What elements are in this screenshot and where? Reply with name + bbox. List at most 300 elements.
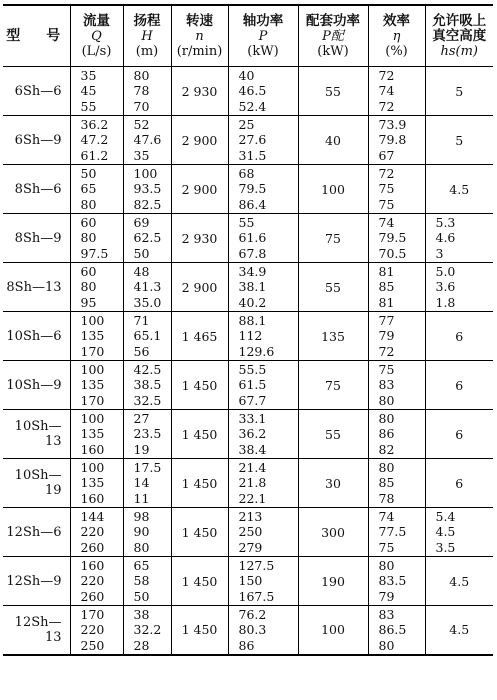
- cell-suction: [425, 263, 493, 312]
- cell-rated-power: 135: [298, 312, 368, 361]
- cell-flow-value: 135: [80, 475, 105, 491]
- cell-suction-value: 5: [455, 132, 464, 148]
- cell-flow-value: 60: [80, 263, 97, 279]
- cell-flow-value: 65: [80, 181, 97, 197]
- cell-efficiency: [368, 67, 425, 116]
- cell-model: 6Sh—6: [3, 67, 70, 116]
- cell-model: 8Sh—6: [3, 165, 70, 214]
- cell-speed: 2 930: [171, 67, 228, 116]
- cell-head-value: 19: [133, 441, 150, 457]
- cell-speed: 1 450: [171, 459, 228, 508]
- cell-speed: 1 450: [171, 508, 228, 557]
- cell-efficiency-value: 70.5: [378, 245, 407, 261]
- cell-suction-value: 5: [455, 83, 464, 99]
- cell-efficiency-value: 81: [378, 294, 395, 310]
- cell-flow-value: 250: [80, 637, 105, 653]
- cell-shaft-power-value: 213: [238, 508, 263, 524]
- cell-shaft-power-value: 88.1: [238, 312, 267, 328]
- cell-flow-value: 61.2: [80, 147, 109, 163]
- cell-speed: 2 900: [171, 165, 228, 214]
- cell-head: [123, 459, 171, 508]
- cell-head-value: 35: [133, 147, 150, 163]
- cell-shaft-power-value: 67.7: [238, 392, 267, 408]
- table-row: [3, 263, 493, 312]
- cell-shaft-power-value: 46.5: [238, 83, 267, 99]
- cell-efficiency-value: 80: [378, 410, 395, 426]
- cell-shaft-power: [228, 67, 298, 116]
- cell-flow: [70, 459, 123, 508]
- cell-suction-value: 1.8: [435, 294, 456, 310]
- cell-head-value: 50: [133, 245, 150, 261]
- table-body: [3, 67, 493, 655]
- cell-head-value: 69: [133, 214, 150, 230]
- cell-head-value: 90: [133, 524, 150, 540]
- cell-flow-value: 144: [80, 508, 105, 524]
- cell-shaft-power-value: 76.2: [238, 606, 267, 622]
- cell-efficiency-value: 80: [378, 637, 395, 653]
- cell-efficiency-value: 86.5: [378, 622, 407, 637]
- cell-efficiency: [368, 606, 425, 655]
- cell-head-value: 38: [133, 606, 150, 622]
- cell-rated-power: 300: [298, 508, 368, 557]
- cell-shaft-power-value: 38.1: [238, 279, 267, 295]
- cell-shaft-power-value: 68: [238, 165, 255, 181]
- cell-efficiency-value: 74: [378, 508, 395, 524]
- cell-shaft-power-value: 61.5: [238, 377, 267, 393]
- cell-rated-power: 55: [298, 67, 368, 116]
- cell-model: 8Sh—13: [3, 263, 70, 312]
- cell-suction: [425, 312, 493, 361]
- cell-shaft-power-value: 167.5: [238, 588, 275, 604]
- cell-head: [123, 606, 171, 655]
- cell-speed: 1 450: [171, 410, 228, 459]
- cell-efficiency: [368, 361, 425, 410]
- cell-head: [123, 410, 171, 459]
- cell-flow-value: 60: [80, 214, 97, 230]
- header-efficiency-symbol: η: [392, 28, 401, 44]
- cell-flow-value: 55: [80, 98, 97, 114]
- cell-efficiency-value: 75: [378, 539, 395, 555]
- cell-shaft-power: [228, 361, 298, 410]
- cell-speed: 1 450: [171, 361, 228, 410]
- cell-speed: 2 900: [171, 116, 228, 165]
- cell-speed: 1 450: [171, 557, 228, 606]
- cell-flow: [70, 312, 123, 361]
- cell-suction: [425, 67, 493, 116]
- cell-head-value: 62.5: [133, 230, 162, 246]
- cell-suction: [425, 214, 493, 263]
- cell-efficiency-value: 73.9: [378, 116, 407, 132]
- table-row: [3, 67, 493, 116]
- cell-efficiency: [368, 165, 425, 214]
- cell-suction-value: 3.5: [435, 539, 456, 555]
- header-rated-power: [298, 5, 368, 67]
- cell-model: 12Sh—9: [3, 557, 70, 606]
- cell-shaft-power-value: 31.5: [238, 147, 267, 163]
- cell-model: 8Sh—9: [3, 214, 70, 263]
- header-efficiency-unit: (%): [385, 43, 408, 59]
- cell-efficiency: [368, 116, 425, 165]
- cell-suction: [425, 410, 493, 459]
- cell-head-value: 78: [133, 83, 150, 99]
- cell-head: [123, 116, 171, 165]
- header-suction: [425, 5, 493, 67]
- cell-flow-value: 50: [80, 165, 97, 181]
- cell-head-value: 82.5: [133, 196, 162, 212]
- cell-efficiency: [368, 214, 425, 263]
- header-head-unit: (m): [135, 43, 159, 59]
- cell-shaft-power-value: 55: [238, 214, 255, 230]
- cell-model: 10Sh—19: [3, 459, 70, 508]
- cell-head: [123, 508, 171, 557]
- cell-suction: [425, 459, 493, 508]
- cell-efficiency-value: 79.8: [378, 132, 407, 148]
- header-suction-unit: hs(m): [440, 43, 478, 59]
- header-speed-name: 转速: [186, 12, 213, 29]
- cell-shaft-power-value: 36.2: [238, 426, 267, 442]
- header-shaft-power: [228, 5, 298, 67]
- cell-shaft-power-value: 21.4: [238, 459, 267, 475]
- cell-flow-value: 36.2: [80, 116, 109, 132]
- cell-head-value: 17.5: [133, 459, 162, 475]
- cell-head: [123, 165, 171, 214]
- cell-shaft-power-value: 40: [238, 67, 255, 83]
- cell-rated-power: 55: [298, 410, 368, 459]
- cell-head-value: 80: [133, 539, 150, 555]
- header-rated-power-unit: (kW): [317, 43, 349, 59]
- cell-shaft-power: [228, 214, 298, 263]
- header-row: [3, 5, 493, 67]
- cell-efficiency: [368, 263, 425, 312]
- header-flow-name: 流量: [83, 12, 110, 29]
- cell-model: 10Sh—9: [3, 361, 70, 410]
- cell-efficiency-value: 83: [378, 606, 395, 622]
- cell-head-value: 11: [133, 490, 150, 506]
- table-row: [3, 508, 493, 557]
- cell-shaft-power-value: 112: [238, 328, 263, 344]
- cell-head-value: 14: [133, 475, 150, 491]
- cell-suction: [425, 361, 493, 410]
- cell-head-value: 50: [133, 588, 150, 604]
- cell-flow: [70, 606, 123, 655]
- header-flow: [70, 5, 123, 67]
- cell-suction-value: 4.5: [449, 181, 470, 197]
- header-efficiency-name: 效率: [383, 12, 410, 29]
- cell-flow: [70, 508, 123, 557]
- cell-flow-value: 135: [80, 377, 105, 393]
- cell-efficiency: [368, 508, 425, 557]
- cell-suction-value: 4.6: [435, 230, 456, 246]
- cell-efficiency-value: 79.5: [378, 230, 407, 246]
- cell-flow: [70, 557, 123, 606]
- cell-shaft-power-value: 25: [238, 116, 255, 132]
- cell-shaft-power: [228, 459, 298, 508]
- header-model: 型 号: [3, 5, 70, 67]
- cell-shaft-power-value: 21.8: [238, 475, 267, 491]
- cell-shaft-power-value: 34.9: [238, 263, 267, 279]
- cell-flow-value: 100: [80, 459, 105, 475]
- cell-head-value: 23.5: [133, 426, 162, 442]
- header-shaft-power-name: 轴功率: [242, 12, 284, 29]
- cell-shaft-power: [228, 312, 298, 361]
- cell-head-value: 100: [133, 165, 158, 181]
- cell-head: [123, 214, 171, 263]
- cell-head-value: 65: [133, 557, 150, 573]
- cell-head-value: 71: [133, 312, 150, 328]
- cell-efficiency-value: 72: [378, 343, 395, 359]
- cell-flow: [70, 116, 123, 165]
- cell-head-value: 28: [133, 637, 150, 653]
- cell-flow-value: 170: [80, 392, 105, 408]
- table-row: [3, 459, 493, 508]
- table-row: [3, 557, 493, 606]
- cell-shaft-power-value: 86.4: [238, 196, 267, 212]
- cell-suction-value: 5.0: [435, 263, 456, 279]
- cell-flow-value: 260: [80, 588, 105, 604]
- cell-efficiency-value: 83: [378, 377, 395, 393]
- cell-rated-power: 75: [298, 214, 368, 263]
- cell-flow: [70, 67, 123, 116]
- header-efficiency: [368, 5, 425, 67]
- cell-model: 10Sh—6: [3, 312, 70, 361]
- table-row: [3, 312, 493, 361]
- cell-shaft-power-value: 279: [238, 539, 263, 555]
- cell-shaft-power: [228, 263, 298, 312]
- header-shaft-power-unit: (kW): [247, 43, 279, 59]
- cell-efficiency: [368, 459, 425, 508]
- cell-shaft-power-value: 250: [238, 524, 263, 540]
- cell-head: [123, 361, 171, 410]
- cell-model: 12Sh—13: [14, 614, 62, 645]
- header-flow-symbol: Q: [91, 28, 102, 44]
- header-head-symbol: H: [141, 28, 153, 44]
- cell-shaft-power-value: 129.6: [238, 343, 275, 359]
- cell-shaft-power-value: 127.5: [238, 557, 275, 573]
- cell-efficiency-value: 67: [378, 147, 395, 163]
- cell-suction: [425, 165, 493, 214]
- cell-speed: 2 930: [171, 214, 228, 263]
- cell-efficiency-value: 82: [378, 441, 395, 457]
- cell-speed: 2 900: [171, 263, 228, 312]
- cell-efficiency-value: 75: [378, 196, 395, 212]
- cell-flow: [70, 263, 123, 312]
- cell-head: [123, 67, 171, 116]
- cell-suction-value: 6: [455, 377, 464, 393]
- cell-flow-value: 135: [80, 426, 105, 442]
- cell-head-value: 47.6: [133, 132, 162, 148]
- cell-efficiency-value: 80: [378, 557, 395, 573]
- cell-efficiency-value: 85: [378, 279, 395, 295]
- cell-efficiency-value: 80: [378, 392, 395, 408]
- cell-rated-power: 190: [298, 557, 368, 606]
- header-shaft-power-symbol: P: [258, 28, 268, 44]
- cell-head-value: 27: [133, 410, 150, 426]
- cell-head-value: 38.5: [133, 377, 162, 393]
- cell-efficiency-value: 85: [378, 475, 395, 491]
- cell-flow-value: 160: [80, 557, 105, 573]
- cell-shaft-power-value: 27.6: [238, 132, 267, 148]
- cell-shaft-power-value: 22.1: [238, 490, 267, 506]
- cell-efficiency: [368, 312, 425, 361]
- cell-suction-value: 4.5: [449, 573, 470, 589]
- cell-suction-value: 6: [455, 328, 464, 344]
- cell-efficiency-value: 72: [378, 165, 395, 181]
- cell-efficiency-value: 74: [378, 83, 395, 99]
- cell-head-value: 41.3: [133, 279, 162, 295]
- cell-head-value: 70: [133, 98, 150, 114]
- pump-spec-table-wrapper: [3, 4, 493, 656]
- cell-head-value: 48: [133, 263, 150, 279]
- cell-model: 6Sh—9: [3, 116, 70, 165]
- cell-head-value: 52: [133, 116, 150, 132]
- cell-shaft-power-value: 61.6: [238, 230, 267, 246]
- cell-head: [123, 557, 171, 606]
- cell-head-value: 98: [133, 508, 150, 524]
- table-row: [3, 165, 493, 214]
- cell-shaft-power-value: 150: [238, 573, 263, 589]
- cell-suction-value: 6: [455, 475, 464, 491]
- cell-shaft-power-value: 52.4: [238, 98, 267, 114]
- cell-flow: [70, 165, 123, 214]
- cell-efficiency: [368, 557, 425, 606]
- cell-flow: [70, 410, 123, 459]
- cell-head-value: 65.1: [133, 328, 162, 344]
- cell-flow-value: 220: [80, 524, 105, 540]
- cell-suction: [425, 116, 493, 165]
- cell-efficiency-value: 74: [378, 214, 395, 230]
- cell-flow: [70, 214, 123, 263]
- cell-efficiency-value: 86: [378, 426, 395, 442]
- cell-suction: [425, 557, 493, 606]
- cell-flow-value: 220: [80, 622, 105, 637]
- header-head: [123, 5, 171, 67]
- cell-shaft-power-value: 80.3: [238, 622, 267, 637]
- cell-flow-value: 80: [80, 230, 97, 246]
- cell-efficiency-value: 77.5: [378, 524, 407, 540]
- cell-rated-power: 40: [298, 116, 368, 165]
- cell-efficiency-value: 77: [378, 312, 395, 328]
- table-row: [3, 410, 493, 459]
- header-speed-symbol: n: [195, 28, 204, 44]
- cell-suction-value: 4.5: [435, 524, 456, 540]
- cell-flow-value: 170: [80, 606, 105, 622]
- cell-flow-value: 35: [80, 67, 97, 83]
- header-head-name: 扬程: [133, 12, 161, 29]
- cell-model: 10Sh—13: [3, 410, 70, 459]
- cell-flow-value: 97.5: [80, 245, 109, 261]
- cell-suction: [425, 606, 493, 655]
- cell-suction-value: 3.6: [435, 279, 456, 295]
- cell-shaft-power: [228, 410, 298, 459]
- cell-flow-value: 80: [80, 196, 97, 212]
- cell-flow-value: 260: [80, 539, 105, 555]
- cell-shaft-power-value: 33.1: [238, 410, 267, 426]
- cell-shaft-power-value: 40.2: [238, 294, 267, 310]
- cell-efficiency-value: 81: [378, 263, 395, 279]
- cell-efficiency-value: 78: [378, 490, 395, 506]
- header-suction-name-1: 允许吸上: [432, 12, 487, 29]
- cell-suction-value: 5.3: [435, 214, 456, 230]
- cell-head-value: 32.2: [133, 622, 162, 637]
- cell-efficiency-value: 75: [378, 361, 395, 377]
- header-flow-unit: (L/s): [81, 43, 112, 59]
- cell-shaft-power-value: 38.4: [238, 441, 267, 457]
- cell-efficiency-value: 80: [378, 459, 395, 475]
- cell-efficiency-value: 75: [378, 181, 395, 197]
- header-rated-power-symbol: P配: [322, 28, 344, 44]
- cell-flow-value: 95: [80, 294, 97, 310]
- cell-head-value: 80: [133, 67, 150, 83]
- header-speed-unit: (r/min): [176, 43, 223, 59]
- cell-flow-value: 100: [80, 361, 105, 377]
- cell-head-value: 56: [133, 343, 150, 359]
- cell-flow-value: 47.2: [80, 132, 109, 148]
- cell-rated-power: 100: [298, 606, 368, 655]
- cell-rated-power: 30: [298, 459, 368, 508]
- cell-efficiency-value: 83.5: [378, 573, 407, 589]
- cell-rated-power: 75: [298, 361, 368, 410]
- cell-suction-value: 6: [455, 426, 464, 442]
- cell-head-value: 93.5: [133, 181, 162, 197]
- header-speed: [171, 5, 228, 67]
- cell-flow-value: 135: [80, 328, 105, 344]
- cell-shaft-power: [228, 508, 298, 557]
- cell-flow-value: 80: [80, 279, 97, 295]
- table-row: [3, 606, 493, 655]
- cell-flow-value: 160: [80, 441, 105, 457]
- cell-suction-value: 4.5: [449, 622, 470, 638]
- cell-model: 12Sh—6: [3, 508, 70, 557]
- cell-suction-value: 5.4: [435, 508, 456, 524]
- cell-shaft-power: [228, 165, 298, 214]
- cell-head-value: 32.5: [133, 392, 162, 408]
- cell-rated-power: 55: [298, 263, 368, 312]
- cell-flow-value: 220: [80, 573, 105, 589]
- cell-flow-value: 100: [80, 410, 105, 426]
- header-rated-power-name: 配套功率: [306, 12, 360, 29]
- table-row: [3, 116, 493, 165]
- cell-suction: [425, 508, 493, 557]
- table-row: [3, 214, 493, 263]
- cell-speed: 1 465: [171, 312, 228, 361]
- table-row: [3, 361, 493, 410]
- header-suction-name-2: 真空高度: [432, 27, 487, 44]
- pump-spec-table: [3, 4, 493, 656]
- cell-rated-power: 100: [298, 165, 368, 214]
- cell-shaft-power-value: 79.5: [238, 181, 267, 197]
- cell-efficiency-value: 79: [378, 328, 395, 344]
- cell-efficiency-value: 72: [378, 98, 395, 114]
- cell-efficiency-value: 72: [378, 67, 395, 83]
- cell-shaft-power: [228, 606, 298, 655]
- cell-head: [123, 263, 171, 312]
- cell-flow-value: 170: [80, 343, 105, 359]
- cell-speed: 1 450: [171, 606, 228, 655]
- cell-flow-value: 160: [80, 490, 105, 506]
- cell-flow: [70, 361, 123, 410]
- cell-head: [123, 312, 171, 361]
- cell-shaft-power: [228, 116, 298, 165]
- cell-head-value: 58: [133, 573, 150, 589]
- cell-head-value: 35.0: [133, 294, 162, 310]
- cell-flow-value: 100: [80, 312, 105, 328]
- cell-shaft-power-value: 55.5: [238, 361, 267, 377]
- table-header: [3, 5, 493, 67]
- cell-shaft-power-value: 67.8: [238, 245, 267, 261]
- cell-shaft-power-value: 86: [238, 637, 255, 653]
- cell-efficiency-value: 79: [378, 588, 395, 604]
- cell-flow-value: 45: [80, 83, 97, 99]
